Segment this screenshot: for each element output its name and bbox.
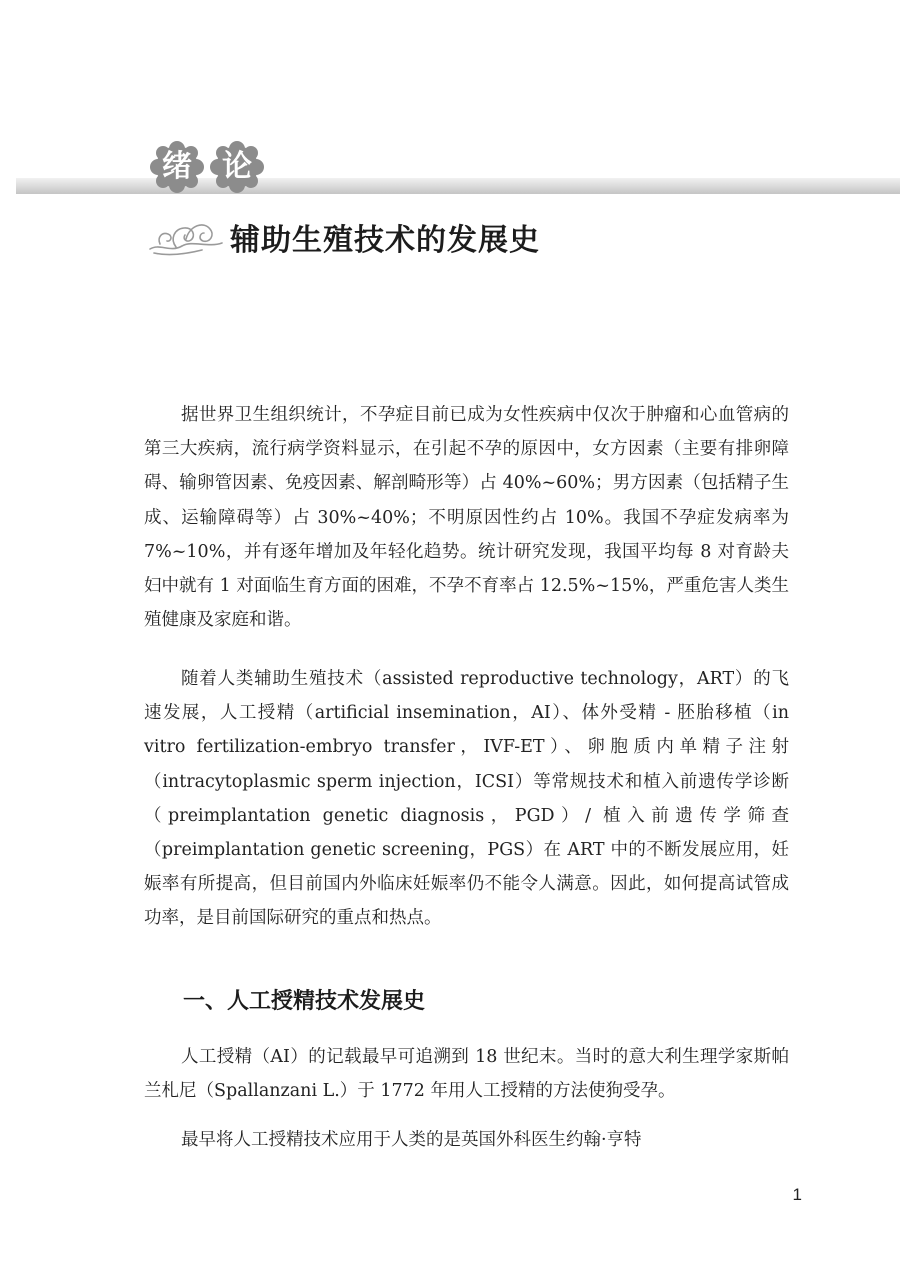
subsection-paragraph-2: 最早将人工授精技术应用于人类的是英国外科医生约翰·亨特 <box>181 1130 642 1150</box>
intro-paragraph-2: 随着人类辅助生殖技术（assisted reproductive technology，ART）的飞速发展，人工授精（artificial insemination，AI）、体外受精 - 胚胎移植（in vitro fertilization-embryo transfer，IVF-ET）、卵胞质内单精子注射（intracytoplasmic sperm injection，ICSI）等常规技术和植入前遗传学诊断（preimplantation genetic diagnosis，PGD）/ 植入前遗传学筛查（preimplantation genetic screening，PGS）在 ART 中的不断发展应用，妊娠率有所提高，但目前国内外临床妊娠率仍不能令人满意。因此，如何提高试管成功率，是目前国际研究的重点和热点。 <box>144 669 789 929</box>
page-number: 1 <box>792 1185 802 1204</box>
chapter-badge-2 <box>208 141 266 193</box>
chapter-badge-2-text: 论 <box>222 149 252 184</box>
chapter-badge-1-text: 绪 <box>162 149 192 184</box>
cloud-ornament-icon <box>146 213 226 261</box>
subsection-heading: 一、人工授精技术发展史 <box>183 989 426 1014</box>
chapter-badge-1 <box>148 141 206 193</box>
section-title: 辅助生殖技术的发展史 <box>230 223 540 258</box>
subsection-paragraph-1: 人工授精（AI）的记载最早可追溯到 18 世纪末。当时的意大利生理学家斯帕兰札尼（Spallanzani L.）于 1772 年用人工授精的方法使狗受孕。 <box>144 1047 789 1102</box>
intro-paragraph-1: 据世界卫生组织统计，不孕症目前已成为女性疾病中仅次于肿瘤和心血管病的第三大疾病，流行病学资料显示，在引起不孕的原因中，女方因素（主要有排卵障碍、输卵管因素、免疫因素、解剖畸形等）占 40%~60%；男方因素（包括精子生成、运输障碍等）占 30%~40%；不明原因性约占 10%。我国不孕症发病率为 7%~10%，并有逐年增加及年轻化趋势。统计研究发现，我国平均每 8 对育龄夫妇中就有 1 对面临生育方面的困难，不孕不育率占 12.5%~15%，严重危害人类生殖健康及家庭和谐。 <box>144 405 789 631</box>
